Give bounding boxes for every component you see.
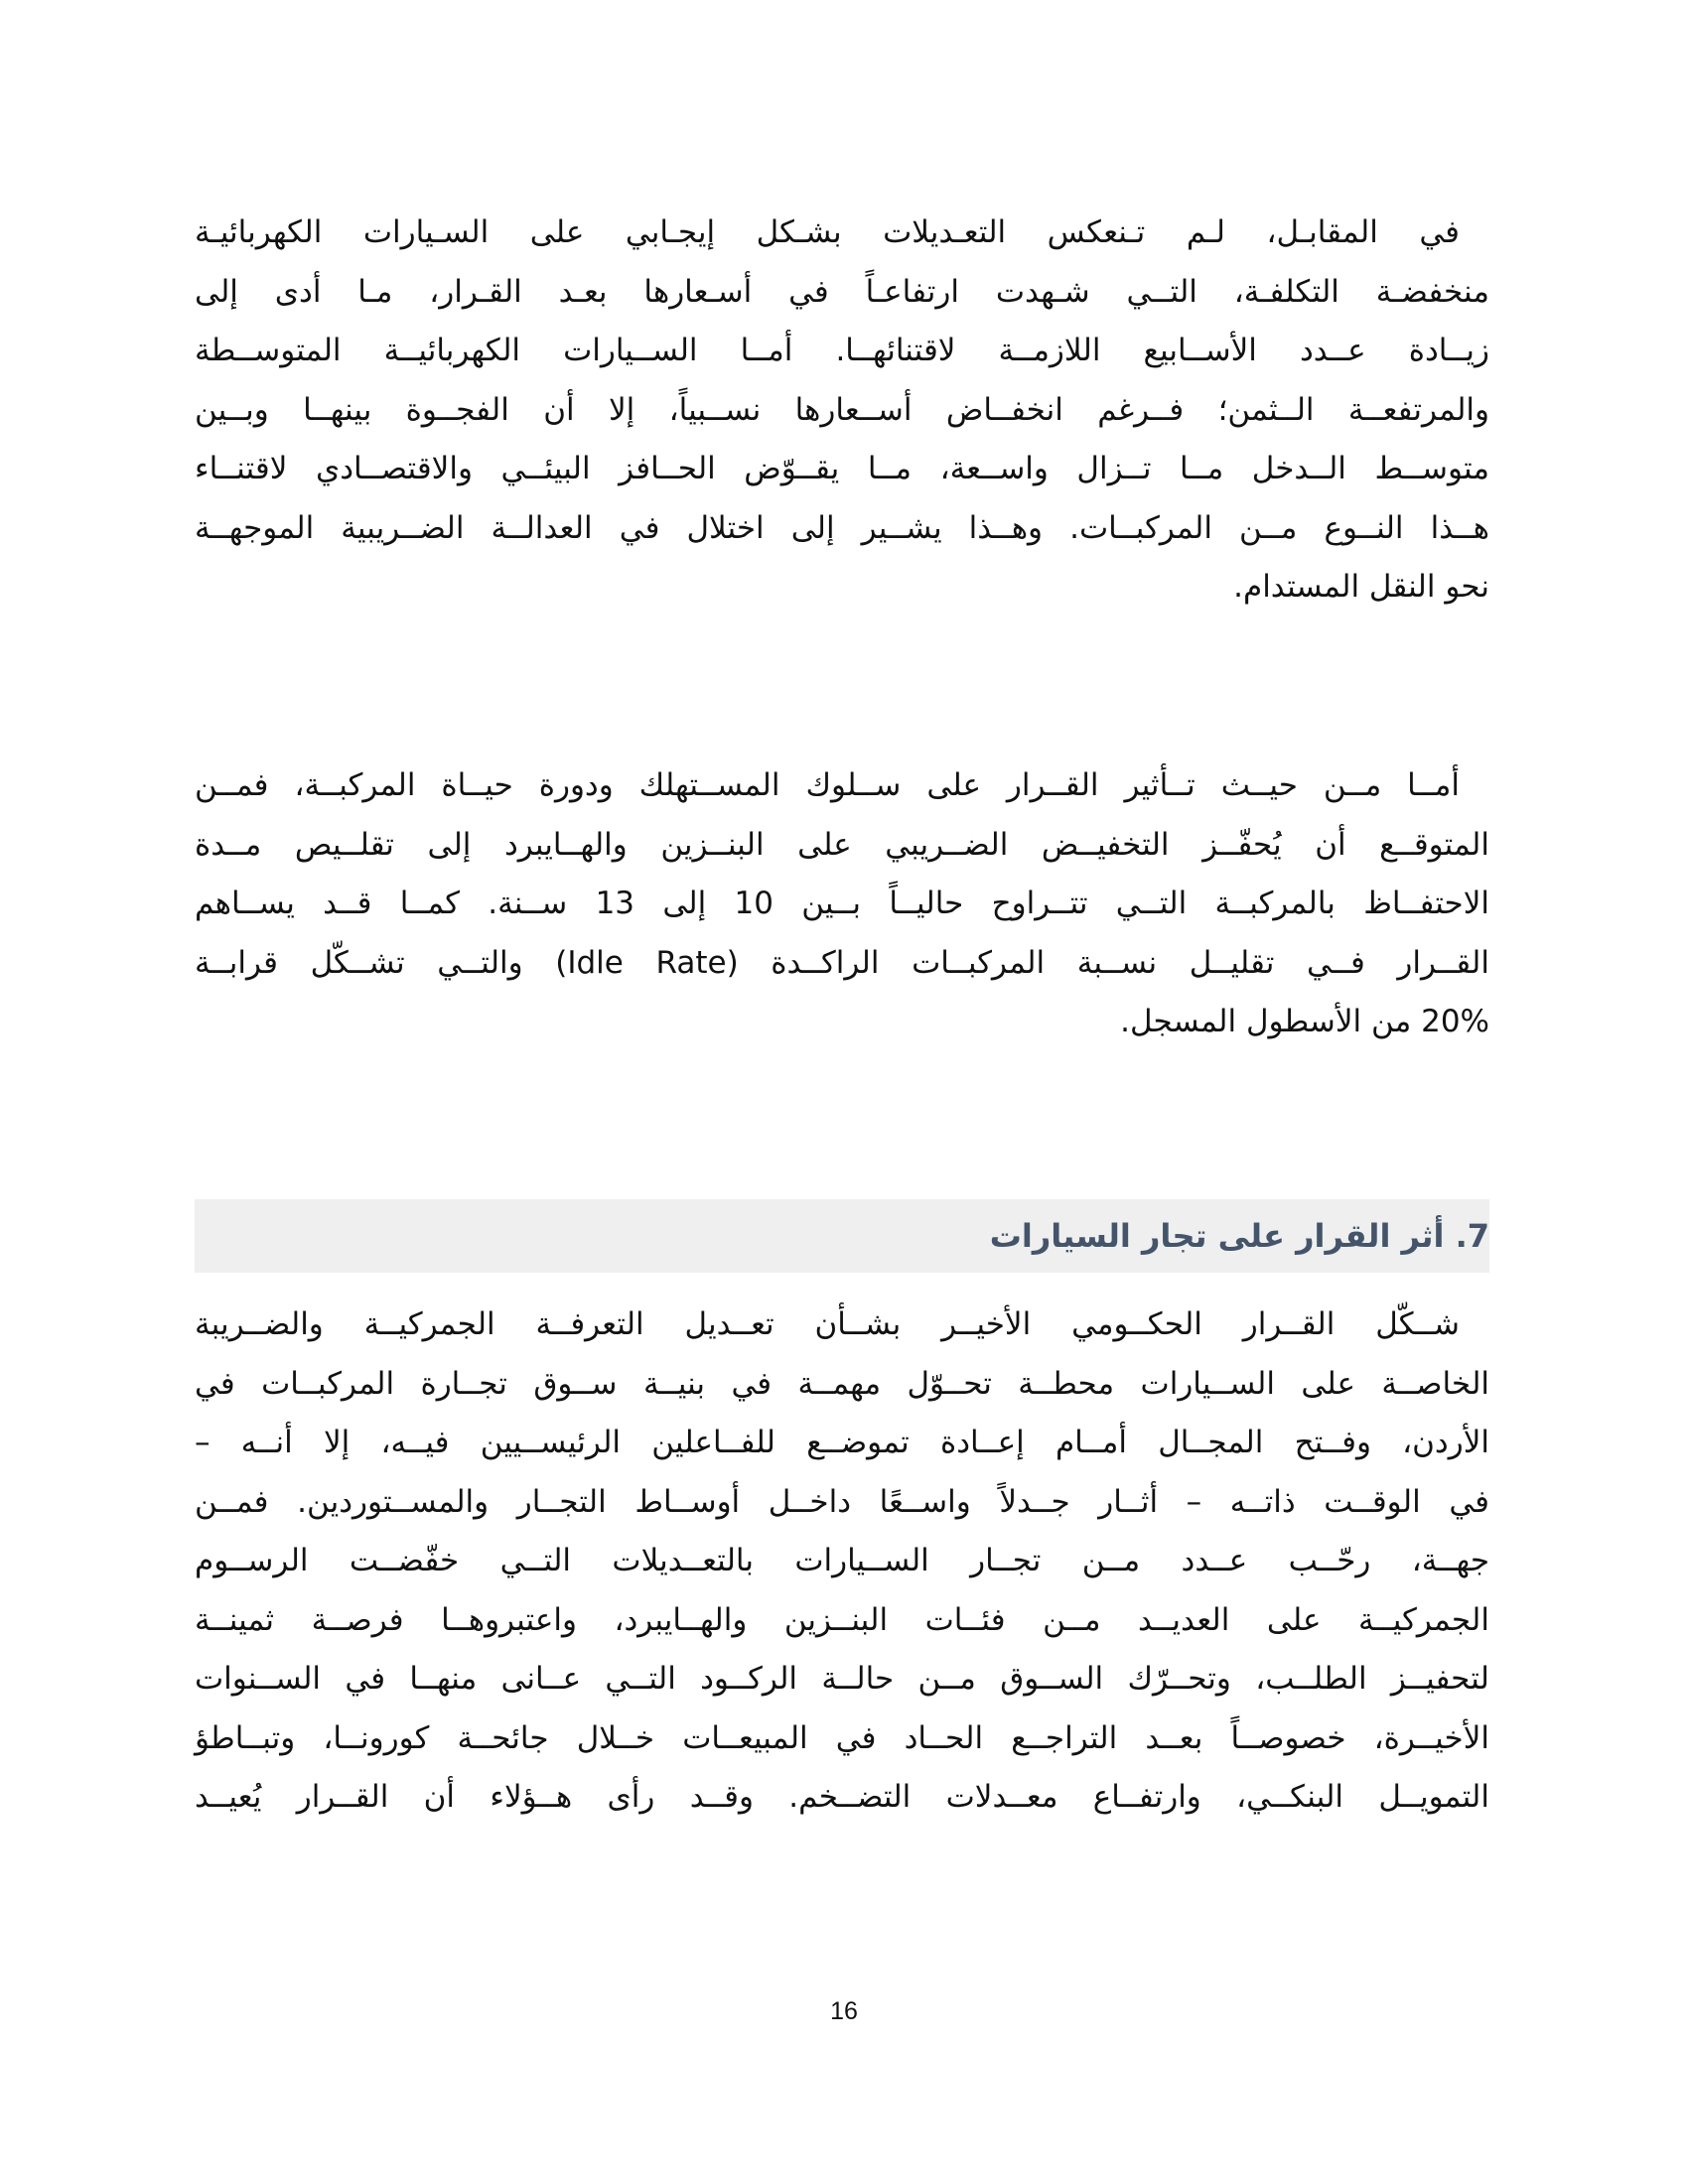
paragraph-consumer-behavior: [195, 756, 1489, 1052]
text-line: 20% من الأسطول المسجل.: [1120, 1004, 1489, 1039]
text-line: التمويــل البنكــي، وارتفــاع معــدلات التضــخم. وقــد رأى هــؤلاء أن القــرار يُعيــد: [195, 1779, 1489, 1815]
text-line: المتوقــع أن يُحفّــز التخفيــض الضــريبي على البنــزين والهــايبرد إلى تقلــيص مــدة: [195, 826, 1489, 863]
text-line: جهــة، رحّــب عــدد مــن تجــار الســيارات بالتعــديلات التــي خفّضــت الرســوم: [195, 1543, 1489, 1578]
text-line: زيــادة عــدد الأســابيع اللازمــة لاقتنائهــا. أمــا الســيارات الكهربائيــة المتوســطة: [195, 333, 1489, 368]
text-line: لتحفيــز الطلــب، وتحــرّك الســوق مــن حالــة الركــود التــي عــانى منهــا في الســنوات: [195, 1661, 1489, 1697]
text-line: منخفضـة التكلفـة، التــي شـهدت ارتفاعـاً في أسـعارها بعـد القـرار، مـا أدى إلى: [195, 273, 1489, 310]
text-line: الخاصــة على الســيارات محطــة تحــوّل مهمــة في بنيــة ســوق تجــارة المركبــات في: [195, 1365, 1489, 1402]
text-line: الأخيــرة، خصوصــاً بعــد التراجــع الحــاد في المبيعــات خــلال جائحــة كورونــا، وتبــاطؤ: [195, 1719, 1489, 1756]
text-line: الاحتفــاظ بالمركبــة التــي تتــراوح حاليــاً بــين 10 إلى 13 ســنة. كمــا قــد يســاهم: [195, 886, 1489, 921]
text-line: هــذا النــوع مــن المركبــات. وهــذا يشــير إلى اختلال في العدالــة الضــريبية الموجهــة: [195, 509, 1489, 546]
text-line: نحو النقل المستدام.: [1233, 569, 1489, 605]
text-line: متوســط الــدخل مــا تــزال واســعة، مــا يقــوّض الحــافز البيئــي والاقتصــادي لاقتنــاء: [195, 451, 1489, 486]
paragraph-ev-impact: [195, 204, 1489, 617]
page-number: 16: [830, 1997, 858, 2025]
text-line: شــكّل القــرار الحكــومي الأخيــر بشــأن تعــديل التعرفــة الجمركيــة والضــريبة: [195, 1306, 1460, 1342]
section-heading-title: 7. أثر القرار على تجار السيارات: [989, 1217, 1489, 1255]
text-line: في الوقــت ذاتــه – أثــار جــدلاً واســعًا داخــل أوســاط التجــار والمســتوردين. فمــن: [195, 1483, 1489, 1520]
text-line: أمــا مــن حيــث تــأثير القــرار على ســلوك المســتهلك ودورة حيــاة المركبــة، فمــن: [195, 767, 1460, 803]
paragraph-dealers-impact: [195, 1296, 1489, 1828]
text-line: القــرار فــي تقليــل نســبة المركبــات الراكــدة (Idle Rate) والتــي تشــكّل قرابــة: [195, 944, 1489, 981]
text-line: في المقابـل، لـم تـنعكس التعـديلات بشـكل إيجـابي على السـيارات الكهربائيـة: [195, 214, 1460, 250]
text-line: الجمركيــة على العديــد مــن فئــات البنــزين والهــايبرد، واعتبروهــا فرصــة ثمينــة: [195, 1601, 1489, 1638]
section-heading-7: [195, 1199, 1489, 1273]
text-line: والمرتفعــة الــثمن؛ فــرغم انخفــاض أســعارها نســبياً، إلا أن الفجــوة بينهــا وبــين: [195, 391, 1489, 428]
text-line: الأردن، وفــتح المجــال أمــام إعــادة تموضــع للفــاعلين الرئيســيين فيــه، إلا أنــه –: [195, 1425, 1489, 1460]
